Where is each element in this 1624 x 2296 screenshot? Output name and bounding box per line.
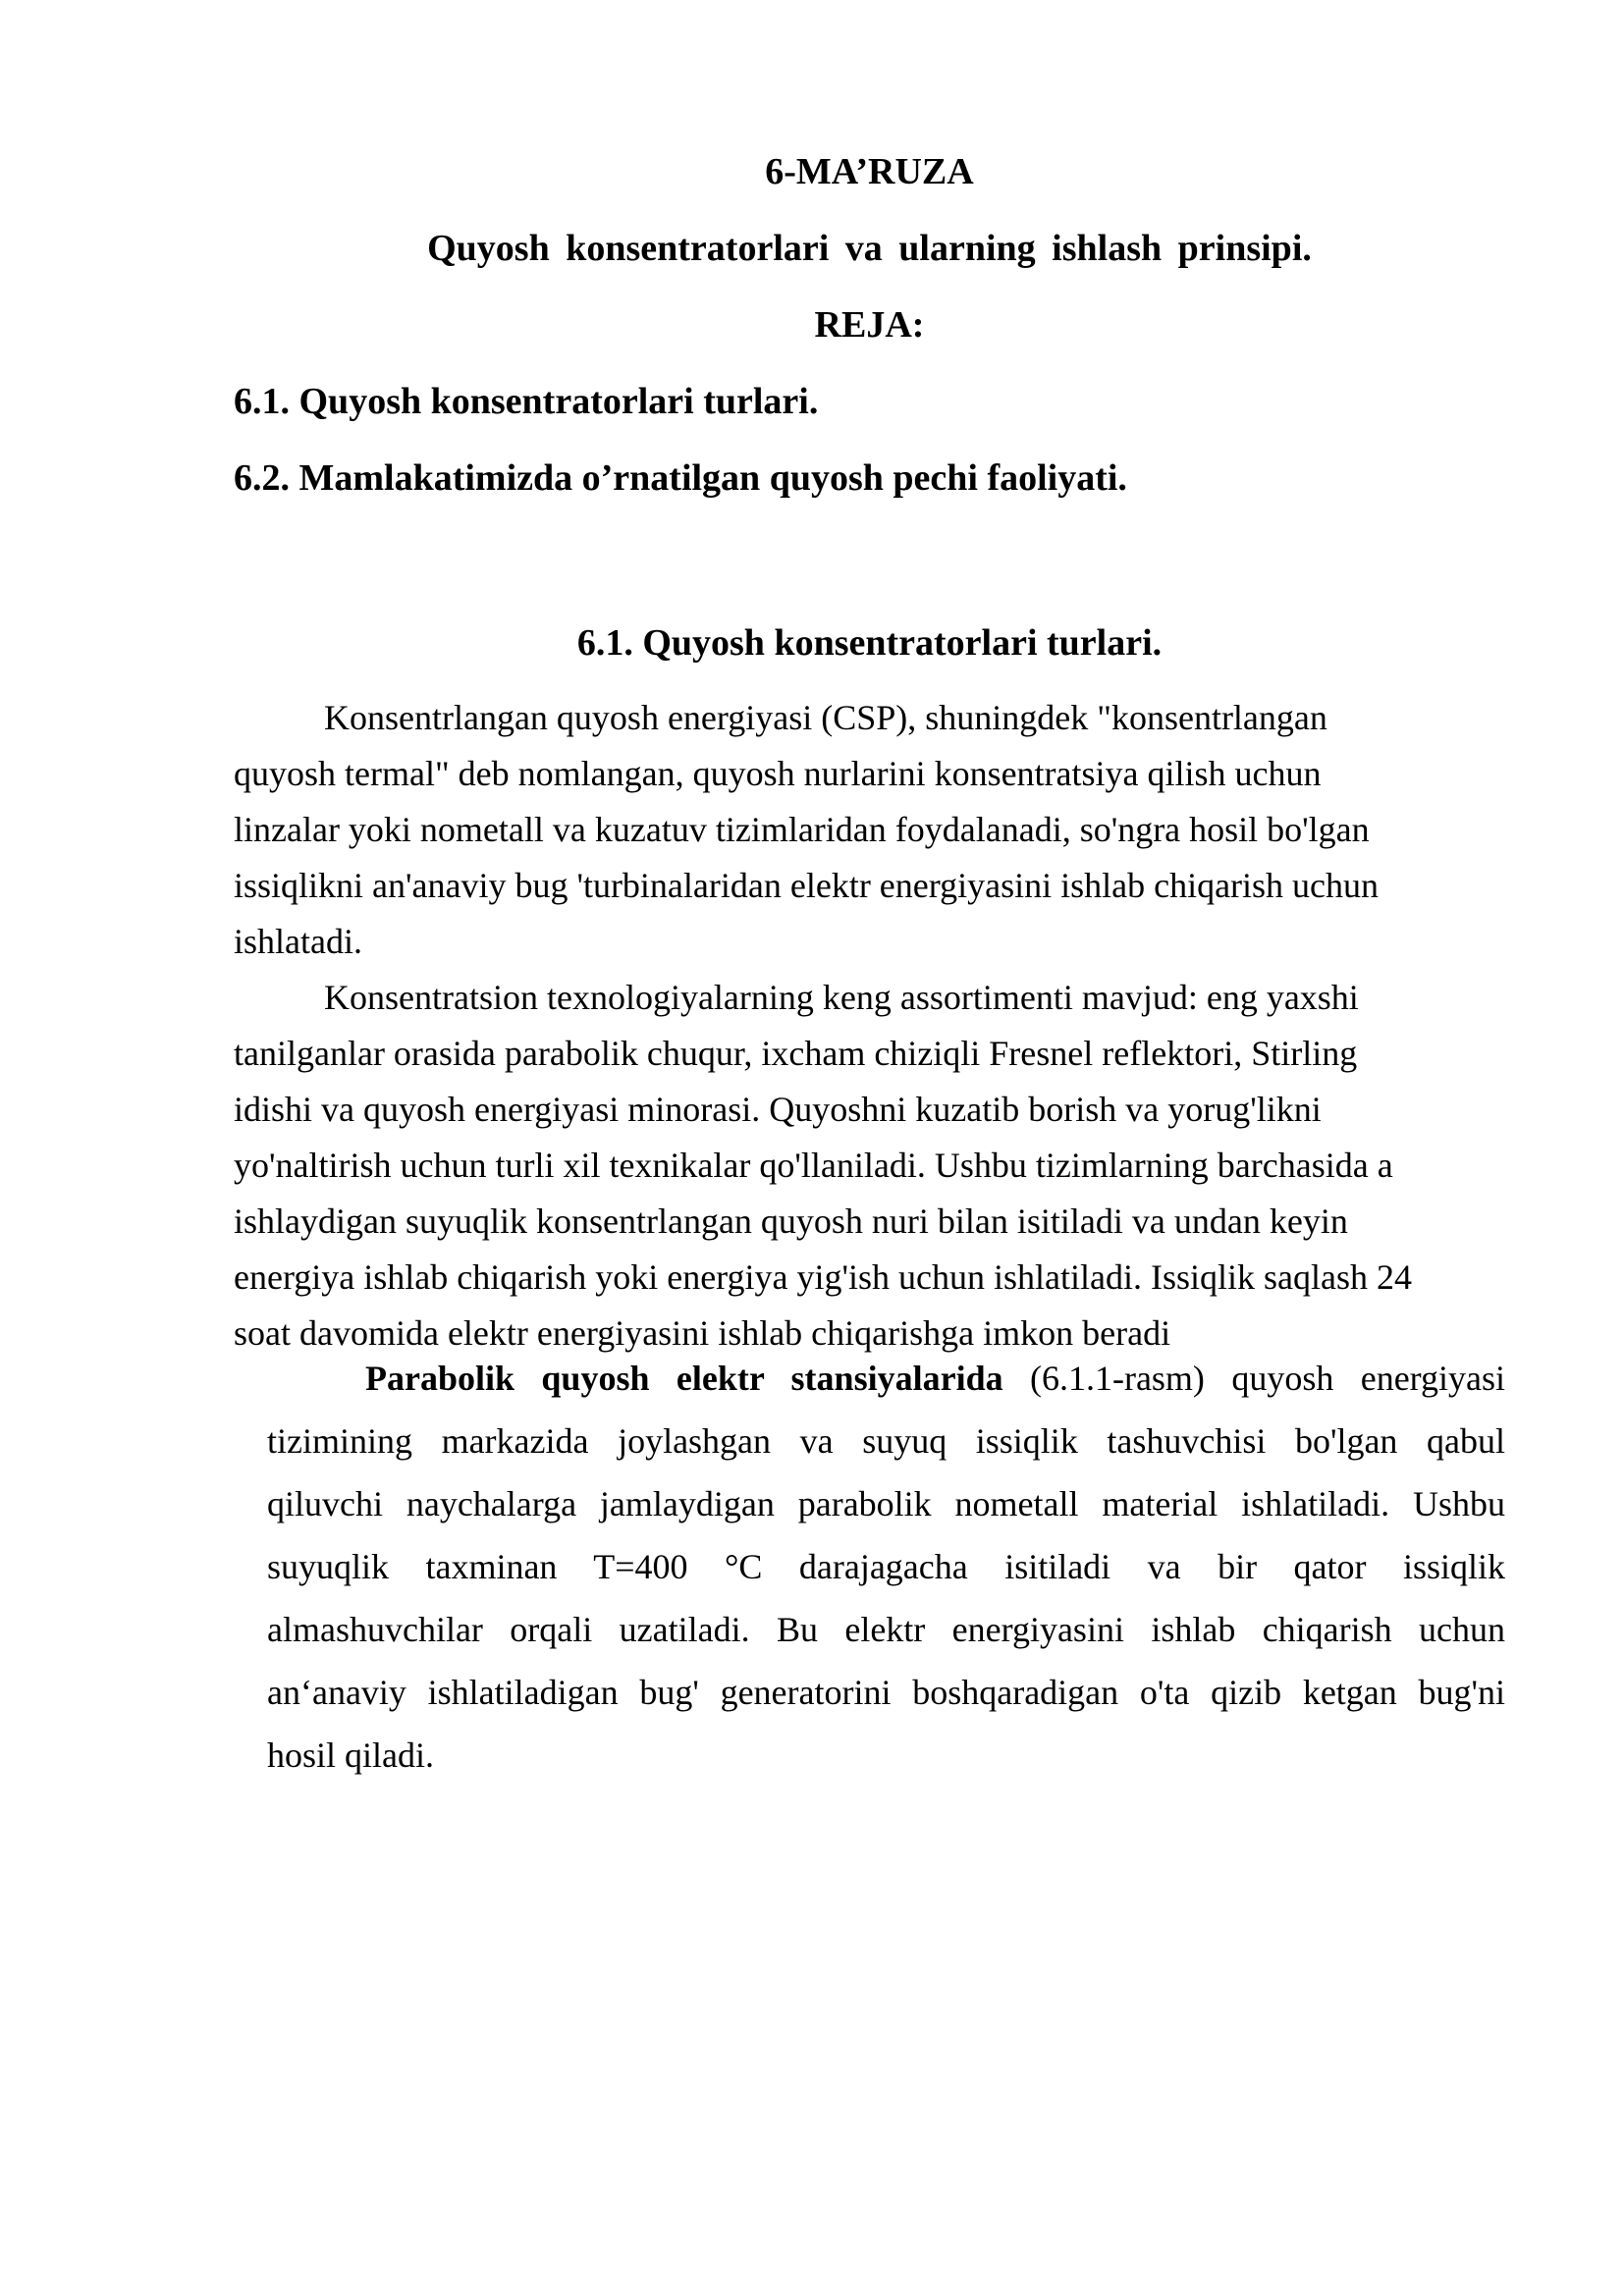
paragraph-csp-definition [234, 690, 1505, 970]
section-heading: 6.1. Quyosh konsentratorlari turlari. [576, 622, 1163, 664]
text-line: quyosh termal" deb nomlangan, quyosh nurlarini konsentratsiya qilish uchun [234, 754, 1322, 793]
text-line: issiqlikni an'anaviy bug 'turbinalaridan elektr energiyasini ishlab chiqarish uchun [234, 866, 1380, 905]
text-line: ishlaydigan suyuqlik konsentrlangan quyosh nuri bilan isitiladi va undan keyin [234, 1201, 1348, 1241]
text-column [234, 0, 1505, 2296]
plan-item-2: 6.2. Mamlakatimizda o’rnatilgan quyosh pechi faoliyati. [234, 457, 1127, 499]
paragraph-parabolic-stations [267, 1347, 1505, 1787]
text-line: tizimining markazida joylashgan va suyuq issiqlik tashuvchisi bo'lgan qabul [267, 1421, 1505, 1461]
bold-lead-phrase: Parabolik quyosh elektr stansiyalarida [365, 1359, 1003, 1398]
lecture-title: 6-MA’RUZA [765, 151, 974, 192]
paragraph-technologies [234, 970, 1505, 1362]
text-line: tanilganlar orasida parabolik chuqur, ixcham chiziqli Fresnel reflektori, Stirling [234, 1034, 1358, 1073]
text-line: energiya ishlab chiqarish yoki energiya yig'ish uchun ishlatiladi. Issiqlik saqlash 24 [234, 1257, 1412, 1297]
text-line: linzalar yoki nometall va kuzatuv tizimlaridan foydalanadi, so'ngra hosil bo'lgan [234, 810, 1370, 849]
text-line: idishi va quyosh energiyasi minorasi. Quyoshni kuzatib borish va yorug'likni [234, 1090, 1322, 1129]
text-line: Konsentratsion texnologiyalarning keng assortimenti mavjud: eng yaxshi [324, 978, 1359, 1017]
text-line: an‘anaviy ishlatiladigan bug' generatorini boshqaradigan o'ta qizib ketgan bug'ni [267, 1673, 1505, 1712]
plan-item-1: 6.1. Quyosh konsentratorlari turlari. [234, 381, 819, 422]
text-line: almashuvchilar orqali uzatiladi. Bu elektr energiyasini ishlab chiqarish uchun [267, 1610, 1505, 1649]
text-line: qiluvchi naychalarga jamlaydigan parabolik nometall material ishlatiladi. Ushbu [267, 1484, 1505, 1523]
plan-heading: REJA: [814, 304, 925, 346]
text-line: suyuqlik taxminan T=400 °C darajagacha isitiladi va bir qator issiqlik [267, 1547, 1505, 1586]
text-line: yo'naltirish uchun turli xil texnikalar qo'llaniladi. Ushbu tizimlarning barchasida a [234, 1146, 1393, 1185]
text-line: Konsentrlangan quyosh energiyasi (CSP), shuningdek "konsentrlangan [324, 698, 1327, 737]
text-line: hosil qiladi. [267, 1735, 434, 1775]
text-line [267, 1347, 1505, 1410]
text-line: ishlatadi. [234, 922, 362, 961]
text-line: soat davomida elektr energiyasini ishlab chiqarishga imkon beradi [234, 1313, 1171, 1353]
lead-rest-text: (6.1.1-rasm) quyosh energiyasi [1002, 1359, 1505, 1398]
lecture-subtitle: Quyosh konsentratorlari va ularning ishlash prinsipi. [427, 228, 1312, 269]
